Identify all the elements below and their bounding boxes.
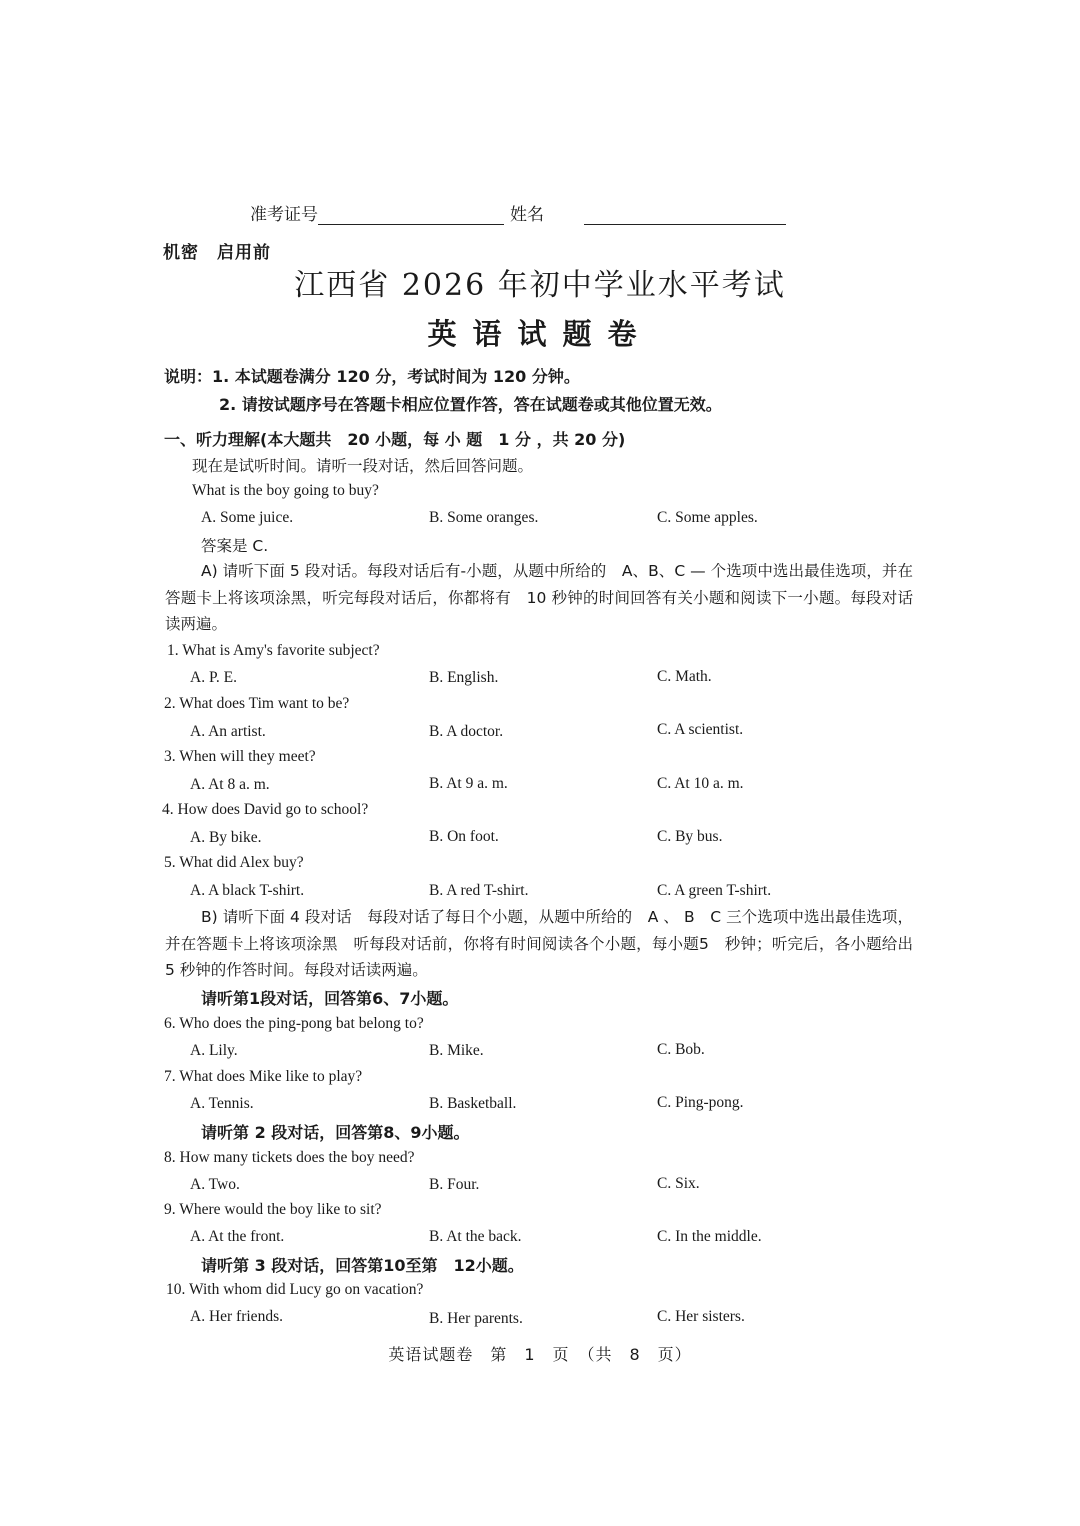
q7-option-a: A. Tennis. bbox=[190, 1095, 254, 1112]
candidate-info-row bbox=[250, 200, 786, 225]
dialog-2-note: 请听第 2 段对话，回答第8、9小题。 bbox=[201, 1123, 470, 1142]
paper-title: 英语试题卷 bbox=[427, 317, 653, 351]
q2-option-b: B. A doctor. bbox=[429, 723, 504, 740]
trial-answer: 答案是 C. bbox=[201, 537, 269, 555]
exam-title: 江西省 2026 年初中学业水平考试 bbox=[294, 268, 786, 303]
question-2: 2. What does Tim want to be? bbox=[164, 695, 350, 712]
question-1: 1. What is Amy's favorite subject? bbox=[167, 642, 380, 659]
dialog-3-note: 请听第 3 段对话，回答第10至第 12小题。 bbox=[201, 1256, 524, 1275]
note-line-2: 2. 请按试题序号在答题卡相应位置作答，答在试题卷或其他位置无效。 bbox=[219, 395, 722, 414]
note-line-1 bbox=[164, 364, 580, 387]
q4-option-b: B. On foot. bbox=[429, 828, 499, 845]
trial-option-c: C. Some apples. bbox=[657, 509, 758, 526]
q6-option-c: C. Bob. bbox=[657, 1041, 705, 1058]
note-label: 说明： bbox=[164, 367, 213, 386]
question-4: 4. How does David go to school? bbox=[162, 801, 369, 818]
q2-option-c: C. A scientist. bbox=[657, 721, 744, 738]
question-7: 7. What does Mike like to play? bbox=[164, 1068, 363, 1085]
q10-option-a: A. Her friends. bbox=[190, 1308, 283, 1325]
q8-option-a: A. Two. bbox=[190, 1176, 240, 1193]
name-label: 姓名 bbox=[510, 205, 544, 225]
q5-option-a: A. A black T-shirt. bbox=[190, 882, 305, 899]
q5-option-b: B. A red T-shirt. bbox=[429, 882, 529, 899]
q1-option-a: A. P. E. bbox=[190, 669, 237, 686]
dialog-1-note: 请听第1段对话，回答第6、7小题。 bbox=[201, 989, 459, 1008]
q6-option-b: B. Mike. bbox=[429, 1042, 484, 1059]
part-b-instruction: B) 请听下面 4 段对话 每段对话了每日个小题，从题中所给的 A 、 B C 三个选项中选出最佳选项，并在答题卡上将该项涂黑 听每段对话前，你将有时间阅读各个小题，每小题5 秒钟；听完后，各小题给出 5 秒钟的作答时间。每段对话读两遍。 bbox=[165, 908, 929, 979]
q9-option-b: B. At the back. bbox=[429, 1228, 522, 1245]
q4-option-a: A. By bike. bbox=[190, 829, 262, 846]
q4-option-c: C. By bus. bbox=[657, 828, 723, 845]
q7-option-c: C. Ping-pong. bbox=[657, 1094, 744, 1111]
q5-option-c: C. A green T-shirt. bbox=[657, 882, 772, 899]
question-8: 8. How many tickets does the boy need? bbox=[164, 1149, 415, 1166]
question-5: 5. What did Alex buy? bbox=[164, 854, 304, 871]
q3-option-c: C. At 10 a. m. bbox=[657, 775, 744, 792]
trial-intro: 现在是试听时间。请听一段对话，然后回答问题。 bbox=[192, 457, 534, 475]
part-a-instruction: A) 请听下面 5 段对话。每段对话后有-小题，从题中所给的 A、B、C — 个选项中选出最佳选项，并在答题卡上将该项涂黑，听完每段对话后，你都将有 10 秒钟的时间回答有关小题和阅读下一小题。每段对话读两遍。 bbox=[165, 562, 913, 633]
name-blank bbox=[584, 208, 786, 225]
q2-option-a: A. An artist. bbox=[190, 723, 266, 740]
q10-option-c: C. Her sisters. bbox=[657, 1308, 745, 1325]
q3-option-b: B. At 9 a. m. bbox=[429, 775, 508, 792]
q8-option-b: B. Four. bbox=[429, 1176, 480, 1193]
q1-option-b: B. English. bbox=[429, 669, 499, 686]
question-6: 6. Who does the ping-pong bat belong to? bbox=[164, 1015, 424, 1032]
page-footer: 英语试题卷 第 1 页 （共 8 页） bbox=[388, 1345, 692, 1364]
exam-id-blank bbox=[318, 208, 504, 225]
q9-option-c: C. In the middle. bbox=[657, 1228, 762, 1245]
q10-option-b: B. Her parents. bbox=[429, 1310, 523, 1327]
q7-option-b: B. Basketball. bbox=[429, 1095, 517, 1112]
question-3: 3. When will they meet? bbox=[164, 748, 316, 765]
note-text-1: 1. 本试题卷满分 120 分，考试时间为 120 分钟。 bbox=[212, 367, 580, 386]
q6-option-a: A. Lily. bbox=[190, 1042, 238, 1059]
section-heading: 一、听力理解(本大题共 20 小题，每 小 题 1 分 ，共 20 分) bbox=[164, 430, 626, 449]
question-10: 10. With whom did Lucy go on vacation? bbox=[166, 1281, 424, 1298]
q1-option-c: C. Math. bbox=[657, 668, 712, 685]
q9-option-a: A. At the front. bbox=[190, 1228, 285, 1245]
q3-option-a: A. At 8 a. m. bbox=[190, 776, 270, 793]
q8-option-c: C. Six. bbox=[657, 1175, 700, 1192]
question-9: 9. Where would the boy like to sit? bbox=[164, 1201, 382, 1218]
exam-id-label: 准考证号 bbox=[250, 205, 318, 225]
trial-option-a: A. Some juice. bbox=[201, 509, 294, 526]
trial-question: What is the boy going to buy? bbox=[192, 482, 379, 499]
confidential-mark: 机密 启用前 bbox=[163, 243, 271, 263]
trial-option-b: B. Some oranges. bbox=[429, 509, 539, 526]
